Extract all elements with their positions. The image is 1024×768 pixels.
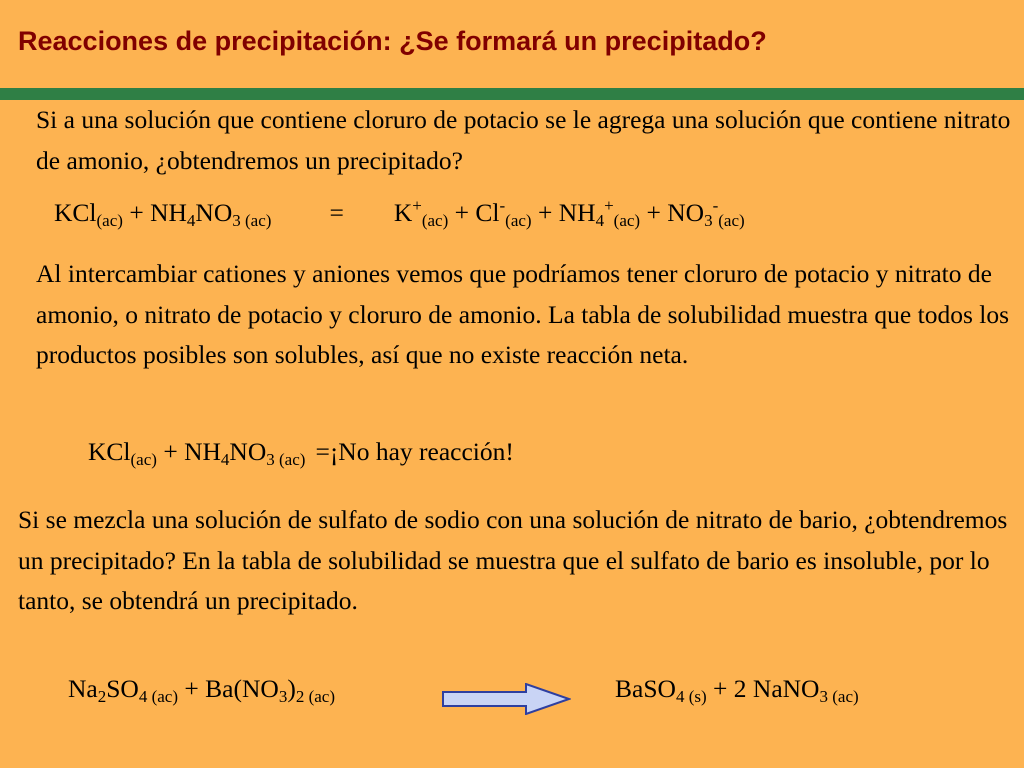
eq-term: Ba(NO	[205, 674, 279, 703]
eq-plus: +	[448, 198, 476, 227]
equation-reactants	[68, 674, 335, 704]
paragraph-question-1: Si a una solución que contiene cloruro de potacio se le agrega una solución que contiene nitrato de amonio, ¿obtendremos un precipitado?	[36, 105, 1011, 175]
eq-term: 2 NaNO	[733, 674, 820, 703]
eq-subscript: 4	[675, 687, 685, 706]
paragraph-explanation: Al intercambiar cationes y aniones vemos que podríamos tener cloruro de potacio y nitrato de amonio, o nitrato de potacio y cloruro de amonio. La tabla de solubilidad muestra que todos los productos posibles son solubles, así que no existe reacción neta.	[36, 259, 1010, 369]
eq-state: (ac)	[613, 211, 641, 230]
eq-subscript: 4	[186, 211, 196, 230]
eq-term: BaSO	[615, 674, 676, 703]
eq-result: =¡No hay reacción!	[315, 437, 514, 466]
eq-charge: +	[604, 196, 614, 215]
eq-state: (ac)	[96, 211, 123, 230]
eq-charge: -	[499, 196, 506, 215]
eq-term: Na	[68, 674, 98, 703]
eq-state: (ac)	[304, 687, 335, 706]
eq-subscript: 2	[97, 687, 107, 706]
eq-term: Cl	[475, 198, 500, 227]
eq-term: KCl	[88, 437, 131, 466]
eq-state: (s)	[684, 687, 707, 706]
eq-state: (ac)	[421, 211, 449, 230]
eq-state: (ac)	[130, 450, 157, 469]
eq-plus: +	[531, 198, 559, 227]
eq-term: NO	[195, 198, 233, 227]
eq-subscript: 3	[278, 687, 288, 706]
eq-subscript: 3	[819, 687, 828, 706]
eq-term: NH	[558, 198, 596, 227]
eq-term: )	[287, 674, 296, 703]
equation-products	[615, 674, 859, 704]
eq-plus: +	[640, 198, 668, 227]
eq-term: NH	[150, 198, 187, 227]
eq-state: (ac)	[147, 687, 179, 706]
eq-plus: +	[122, 198, 151, 227]
eq-subscript: 4	[220, 450, 230, 469]
eq-subscript: 3	[266, 450, 275, 469]
equation-no-reaction	[88, 437, 514, 467]
eq-charge: -	[712, 196, 719, 215]
eq-subscript: 4	[138, 687, 148, 706]
eq-subscript: 4	[595, 211, 605, 230]
eq-term: KCl	[54, 198, 97, 227]
paragraph-question-2: Si se mezcla una solución de sulfato de sodio con una solución de nitrato de bario, ¿obtendremos un precipitado? En la tabla de solubilidad se muestra que el sulfato de bario es insoluble, por lo tanto, se obtendrá un precipitado.	[18, 505, 1008, 615]
eq-term: K	[393, 198, 413, 227]
eq-charge: +	[412, 196, 422, 215]
eq-state: (ac)	[718, 211, 745, 230]
eq-term: SO	[106, 674, 139, 703]
eq-term: NH	[184, 437, 221, 466]
eq-state: (ac)	[505, 211, 532, 230]
eq-state: (ac)	[827, 687, 859, 706]
title-divider	[0, 88, 1024, 100]
page-title: Reacciones de precipitación: ¿Se formará un precipitado?	[18, 26, 767, 56]
eq-subscript: 2	[295, 687, 305, 706]
eq-state: (ac)	[274, 450, 306, 469]
eq-plus: +	[156, 437, 185, 466]
equation-kcl-nh4no3-ions	[54, 198, 745, 228]
eq-subscript: 3	[704, 211, 713, 230]
eq-plus: +	[706, 674, 734, 703]
eq-term: NO	[667, 198, 705, 227]
right-arrow-icon	[441, 683, 571, 715]
eq-subscript: 3	[232, 211, 241, 230]
eq-state: (ac)	[240, 211, 272, 230]
eq-term: NO	[229, 437, 267, 466]
eq-equals: =	[329, 198, 344, 227]
eq-plus: +	[178, 674, 206, 703]
